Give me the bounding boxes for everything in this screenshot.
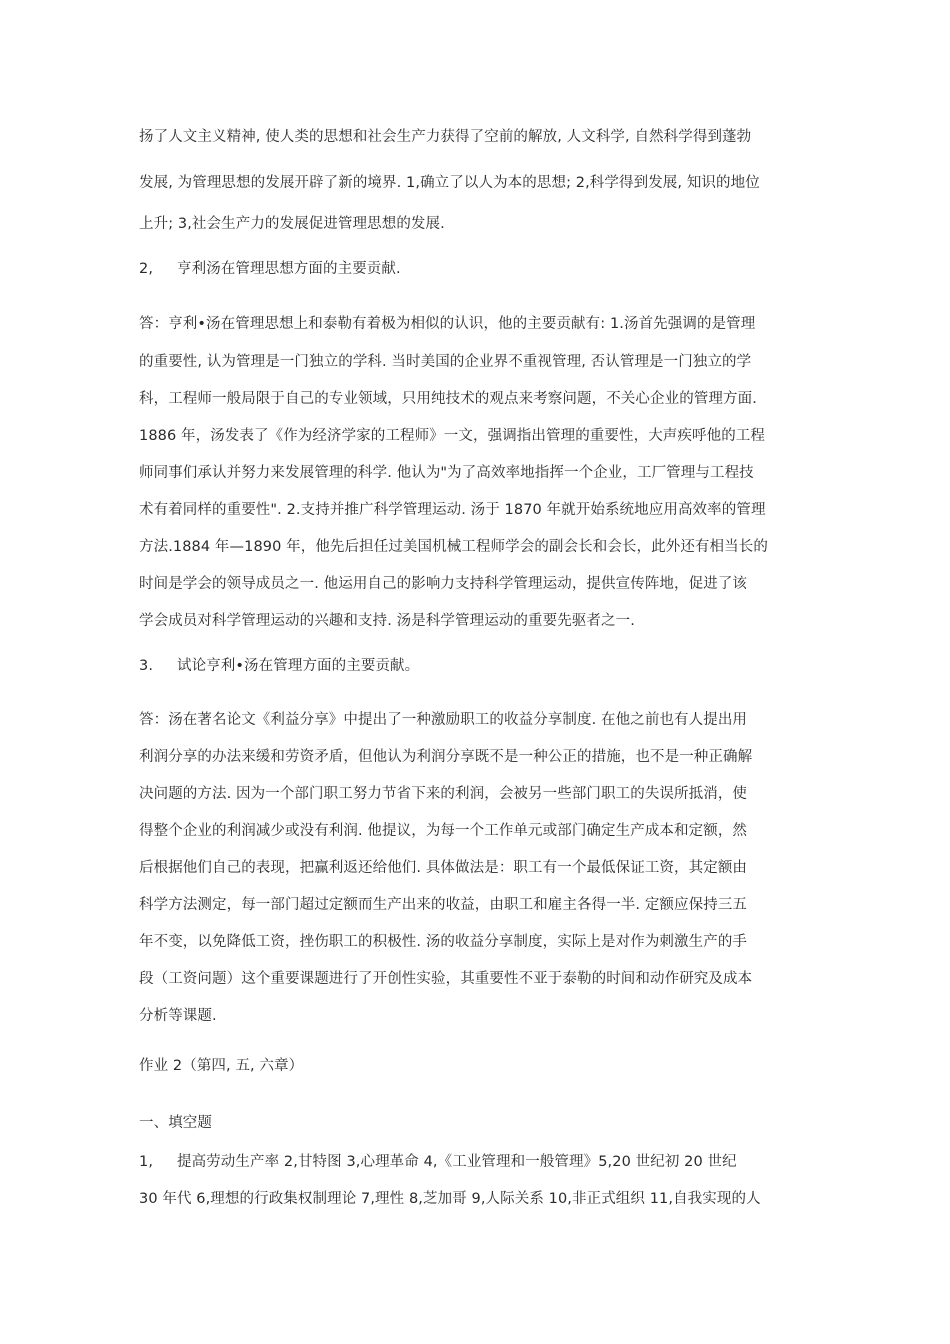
answer-2-line-8: 时间是学会的领导成员之一. 他运用自己的影响力支持科学管理运动，提供宣传阵地，促进了该	[139, 576, 748, 592]
answer-2-line-6: 术有着同样的重要性". 2.支持并推广科学管理运动. 汤于 1870 年就开始系统地应用高效率的管理	[139, 502, 766, 518]
answer-3-line-3: 决问题的方法. 因为一个部门职工努力节省下来的利润，会被另一些部门职工的失误所抵消，使	[139, 786, 748, 802]
answer-3-line-4: 得整个企业的利润减少或没有利润. 他提议，为每一个工作单元或部门确定生产成本和定额，然	[139, 823, 748, 839]
answer-3-line-1: 答：汤在著名论文《利益分享》中提出了一种激励职工的收益分享制度. 在他之前也有人提出用	[139, 712, 748, 728]
fill-blank-1-number: 1,	[139, 1154, 154, 1170]
question-2-text: 亨利汤在管理思想方面的主要贡献.	[177, 261, 401, 277]
question-3	[139, 656, 819, 676]
answer-2-line-9: 学会成员对科学管理运动的兴趣和支持. 汤是科学管理运动的重要先驱者之一.	[139, 613, 635, 629]
answer-3-line-6: 科学方法测定，每一部门超过定额而生产出来的收益，由职工和雇主各得一半. 定额应保持三五	[139, 897, 748, 913]
question-2-number: 2,	[139, 261, 154, 277]
intro-line-1: 扬了人文主义精神, 使人类的思想和社会生产力获得了空前的解放, 人文科学, 自然科学得到蓬勃	[139, 129, 752, 145]
homework-heading: 作业 2（第四, 五, 六章）	[139, 1058, 304, 1074]
question-2	[139, 259, 819, 279]
intro-line-2: 发展, 为管理思想的发展开辟了新的境界. 1,确立了以人为本的思想; 2,科学得到发展, 知识的地位	[139, 175, 760, 191]
answer-2-line-5: 师同事们承认并努力来发展管理的科学. 他认为"为了高效率地指挥一个企业，工厂管理与工程技	[139, 465, 754, 481]
fill-blank-continuation: 30 年代 6,理想的行政集权制理论 7,理性 8,芝加哥 9,人际关系 10,非正式组织 11,自我实现的人	[139, 1191, 761, 1207]
question-3-text: 试论亨利•汤在管理方面的主要贡献。	[177, 658, 420, 674]
answer-2-line-2: 的重要性, 认为管理是一门独立的学科. 当时美国的企业界不重视管理, 否认管理是一门独立的学	[139, 354, 752, 370]
answer-2-line-1: 答：亨利•汤在管理思想上和泰勒有着极为相似的认识，他的主要贡献有: 1.汤首先强调的是管理	[139, 316, 756, 332]
question-3-number: 3.	[139, 658, 154, 674]
fill-blank-1-text: 提高劳动生产率 2,甘特图 3,心理革命 4,《工业管理和一般管理》5,20 世纪初 20 世纪	[177, 1154, 737, 1170]
answer-2-line-4: 1886 年，汤发表了《作为经济学家的工程师》一文，强调指出管理的重要性，大声疾呼他的工程	[139, 428, 766, 444]
intro-line-3: 上升; 3,社会生产力的发展促进管理思想的发展.	[139, 216, 445, 232]
answer-2-line-7: 方法.1884 年—1890 年，他先后担任过美国机械工程师学会的副会长和会长，此外还有相当长的	[139, 539, 768, 555]
answer-3-line-8: 段（工资问题）这个重要课题进行了开创性实验，其重要性不亚于泰勒的时间和动作研究及成本	[139, 971, 753, 987]
answer-3-line-5: 后根据他们自己的表现，把赢利返还给他们. 具体做法是：职工有一个最低保证工资，其定额由	[139, 860, 748, 876]
answer-2-line-3: 科，工程师一般局限于自己的专业领域，只用纯技术的观点来考察问题，不关心企业的管理方面.	[139, 391, 757, 407]
answer-3-line-9: 分析等课题.	[139, 1008, 217, 1024]
answer-3-line-7: 年不变，以免降低工资，挫伤职工的积极性. 汤的收益分享制度，实际上是对作为刺激生产的手	[139, 934, 748, 950]
section-heading: 一、填空题	[139, 1115, 212, 1131]
answer-3-line-2: 利润分享的办法来缓和劳资矛盾，但他认为利润分享既不是一种公正的措施，也不是一种正确解	[139, 749, 753, 765]
fill-blank-1	[139, 1152, 819, 1172]
